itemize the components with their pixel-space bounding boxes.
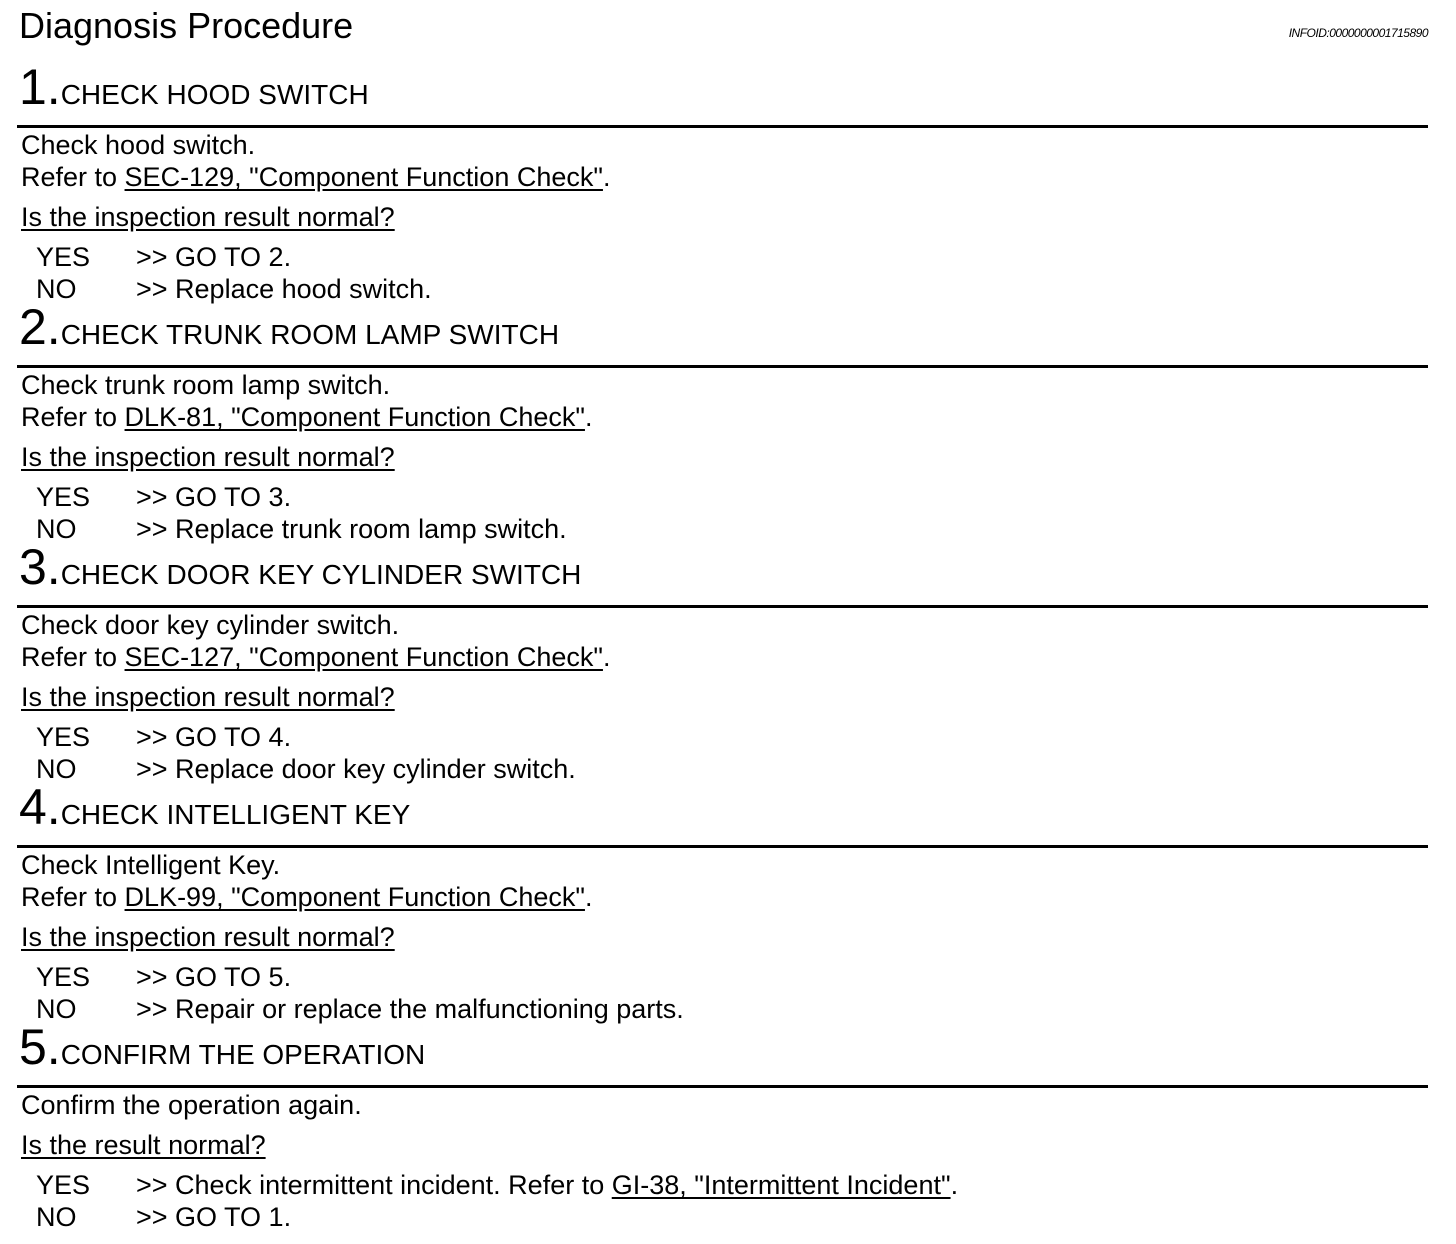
step-divider	[17, 1085, 1428, 1088]
refer-prefix: Refer to	[21, 162, 125, 192]
step-question[interactable]: Is the inspection result normal?	[21, 442, 395, 472]
step-number: 1.	[19, 59, 61, 115]
refer-suffix: .	[584, 882, 593, 912]
step-title: CHECK TRUNK ROOM LAMP SWITCH	[60, 319, 560, 350]
step-heading	[19, 59, 369, 120]
step-question[interactable]: Is the inspection result normal?	[21, 202, 395, 232]
refer-suffix: .	[602, 642, 611, 672]
no-action: >> GO TO 1.	[136, 1202, 292, 1232]
yes-action: >> GO TO 5.	[136, 962, 292, 992]
step-question[interactable]: Is the inspection result normal?	[21, 682, 395, 712]
no-label: NO	[36, 1202, 77, 1232]
step-instruction: Check trunk room lamp switch.	[21, 370, 391, 400]
no-label: NO	[36, 994, 77, 1024]
refer-suffix: .	[584, 402, 593, 432]
step-title: CHECK INTELLIGENT KEY	[60, 799, 411, 830]
no-action: >> Repair or replace the malfunctioning parts.	[136, 994, 684, 1024]
step-instruction: Check door key cylinder switch.	[21, 610, 400, 640]
refer-prefix: Refer to	[21, 642, 125, 672]
yes-label: YES	[36, 482, 91, 512]
step-reference	[21, 641, 610, 673]
reference-link[interactable]: SEC-129, "Component Function Check"	[124, 162, 603, 192]
reference-link[interactable]: SEC-127, "Component Function Check"	[124, 642, 603, 672]
no-label: NO	[36, 754, 77, 784]
step-question[interactable]: Is the result normal?	[21, 1130, 266, 1160]
yes-action-prefix: >> Check intermittent incident. Refer to	[136, 1170, 612, 1200]
step-divider	[17, 605, 1428, 608]
step-title: CHECK DOOR KEY CYLINDER SWITCH	[60, 559, 582, 590]
step-instruction: Check Intelligent Key.	[21, 850, 281, 880]
yes-label: YES	[36, 1170, 91, 1200]
step-title: CONFIRM THE OPERATION	[60, 1039, 426, 1070]
step-divider	[17, 125, 1428, 128]
yes-action: >> GO TO 2.	[136, 242, 292, 272]
no-label: NO	[36, 274, 77, 304]
no-action: >> Replace door key cylinder switch.	[136, 754, 576, 784]
step-title: CHECK HOOD SWITCH	[60, 79, 369, 110]
step-reference	[21, 401, 592, 433]
info-id: INFOID:0000000001715890	[1288, 26, 1428, 40]
step-divider	[17, 845, 1428, 848]
yes-label: YES	[36, 722, 91, 752]
reference-link[interactable]: GI-38, "Intermittent Incident"	[611, 1170, 951, 1200]
step-number: 2.	[19, 299, 61, 355]
yes-action: >> GO TO 3.	[136, 482, 292, 512]
reference-link[interactable]: DLK-99, "Component Function Check"	[124, 882, 585, 912]
yes-action-suffix: .	[950, 1170, 959, 1200]
page-title: Diagnosis Procedure	[19, 5, 354, 46]
step-reference	[21, 881, 592, 913]
step-reference	[21, 161, 610, 193]
step-number: 4.	[19, 779, 61, 835]
yes-action: >> GO TO 4.	[136, 722, 292, 752]
step-instruction: Confirm the operation again.	[21, 1090, 362, 1120]
step-heading	[19, 1019, 426, 1080]
refer-suffix: .	[602, 162, 611, 192]
reference-link[interactable]: DLK-81, "Component Function Check"	[124, 402, 585, 432]
no-action: >> Replace hood switch.	[136, 274, 432, 304]
refer-prefix: Refer to	[21, 402, 125, 432]
step-instruction: Check hood switch.	[21, 130, 256, 160]
step-question[interactable]: Is the inspection result normal?	[21, 922, 395, 952]
step-heading	[19, 299, 560, 360]
step-number: 5.	[19, 1019, 61, 1075]
no-action: >> Replace trunk room lamp switch.	[136, 514, 567, 544]
step-heading	[19, 539, 582, 600]
no-label: NO	[36, 514, 77, 544]
step-number: 3.	[19, 539, 61, 595]
yes-label: YES	[36, 962, 91, 992]
step-heading	[19, 779, 411, 840]
step-divider	[17, 365, 1428, 368]
refer-prefix: Refer to	[21, 882, 125, 912]
yes-label: YES	[36, 242, 91, 272]
yes-action	[136, 1169, 958, 1201]
